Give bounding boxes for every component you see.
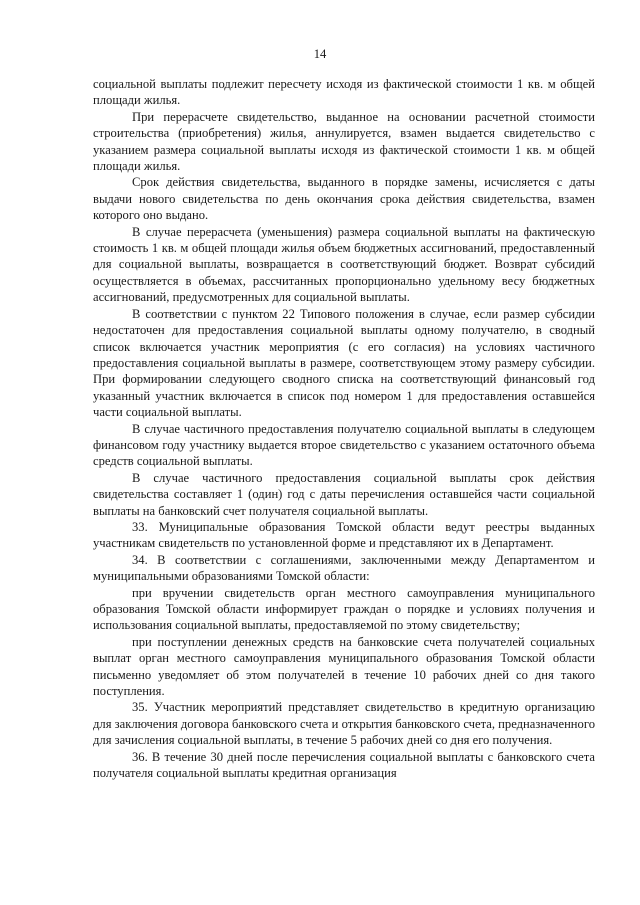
paragraph: В случае частичного предоставления социальной выплаты срок действия свидетельства составляет 1 (один) год с даты перечисления оставшейся части социальной выплаты на банковский счет получателя социальной выплаты. — [93, 470, 595, 518]
paragraph: при вручении свидетельств орган местного самоуправления муниципального образования Томской области информирует граждан о порядке и условиях получения и использования социальной выплаты, предоставляемой по этому свидетельству; — [93, 585, 595, 633]
paragraph: при поступлении денежных средств на банковские счета получателей социальных выплат орган местного самоуправления муниципального образования Томской области письменно уведомляет об этом получателей в течение 10 рабочих дней со дня такого поступления. — [93, 634, 595, 699]
paragraph: В случае частичного предоставления получателю социальной выплаты в следующем финансовом году участнику выдается второе свидетельство с указанием остаточного объема средств социальной выплаты. — [93, 421, 595, 469]
paragraph: 35. Участник мероприятий представляет свидетельство в кредитную организацию для заключения договора банковского счета и открытия банковского счета, предназначенного для зачисления социальной выплаты, в течение 5 рабочих дней со дня его получения. — [93, 700, 595, 748]
paragraph: В соответствии с пунктом 22 Типового положения в случае, если размер субсидии недостаточен для предоставления социальной выплаты одному получателю, в сводный список включается участник мероприятия (с его согласия) на условиях частичного предоставления социальной выплаты в размере, соответствующем этому размеру субсидии. При формировании следующего сводного списка на соответствующий финансовый год указанный участник включается в список под номером 1 для предоставления оставшейся части социальной выплаты. — [93, 306, 595, 420]
paragraph: 33. Муниципальные образования Томской области ведут реестры выданных участникам свидетельств по установленной форме и представляют их в Департамент. — [93, 519, 595, 551]
paragraph: Срок действия свидетельства, выданного в порядке замены, исчисляется с даты выдачи нового свидетельства по день окончания срока действия свидетельства, взамен которого оно выдано. — [93, 175, 595, 223]
paragraph: 36. В течение 30 дней после перечисления социальной выплаты с банковского счета получателя социальной выплаты кредитная организация — [93, 749, 595, 781]
document-body — [93, 76, 595, 781]
paragraph: В случае перерасчета (уменьшения) размера социальной выплаты на фактическую стоимость 1 кв. м общей площади жилья объем бюджетных ассигнований, предоставленный для социальной выплаты, возвращается в соответствующий бюджет. Возврат субсидий осуществляется в объемах, рассчитанных пропорционально удельному весу бюджетных ассигнований, предусмотренных для социальной выплаты. — [93, 224, 595, 305]
paragraph: социальной выплаты подлежит пересчету исходя из фактической стоимости 1 кв. м общей площади жилья. — [93, 77, 595, 108]
paragraph: 34. В соответствии с соглашениями, заключенными между Департаментом и муниципальными образованиями Томской области: — [93, 552, 595, 584]
page-number: 14 — [313, 47, 327, 61]
paragraph: При перерасчете свидетельство, выданное на основании расчетной стоимости строительства (приобретения) жилья, аннулируется, взамен выдается свидетельство с указанием размера социальной выплаты исходя из фактической стоимости 1 кв. м общей площади жилья. — [93, 109, 595, 174]
